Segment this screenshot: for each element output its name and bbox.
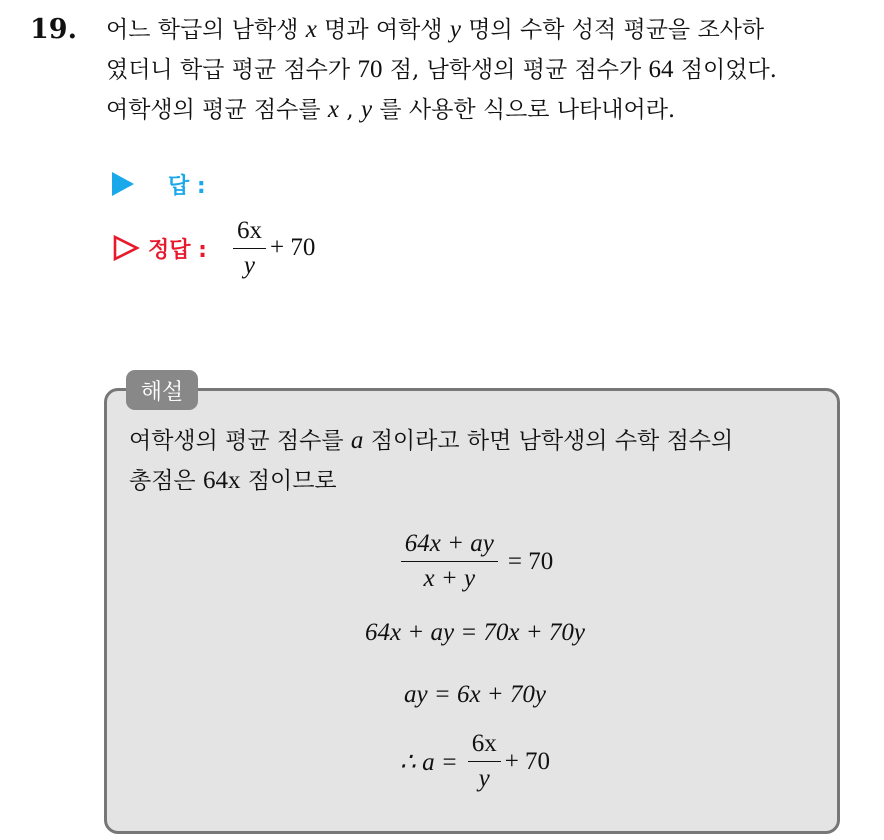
fraction-denominator: y xyxy=(243,251,256,279)
correct-answer-row xyxy=(112,213,315,283)
problem-number: 19. xyxy=(30,14,77,45)
class-average: 70 xyxy=(357,56,383,83)
equation-1-numerator: 64x + ay xyxy=(401,529,498,562)
expression-tail: + 70 xyxy=(269,234,316,261)
var-a: a xyxy=(350,427,364,454)
fraction-numerator: 6x xyxy=(233,216,266,249)
equation-4-numerator: 6x xyxy=(468,729,501,762)
correct-answer-fraction xyxy=(233,216,266,281)
boys-average: 64 xyxy=(648,56,674,83)
correct-answer-label: 정답 : xyxy=(148,237,207,263)
play-triangle-icon xyxy=(112,172,134,196)
outline-triangle-icon xyxy=(112,234,140,262)
solution-box xyxy=(104,388,840,834)
var-x: x xyxy=(305,16,317,43)
equation-1 xyxy=(107,529,843,594)
solution-text xyxy=(129,421,829,501)
equation-4-tail: + 70 xyxy=(504,747,551,775)
correct-answer-expression xyxy=(229,216,315,281)
equation-1-rhs: = 70 xyxy=(507,547,554,575)
var-y: y xyxy=(449,16,461,43)
equation-4-fraction xyxy=(468,729,501,794)
equation-4-prefix: ∴ a = xyxy=(399,748,458,776)
solution-line-2: 총점은 64x 점이므로 xyxy=(129,467,337,494)
equation-4-denominator: y xyxy=(478,765,490,792)
problem-line-3: 여학생의 평균 점수를 x , y 를 사용한 식으로 나타내어라. xyxy=(106,96,676,123)
equation-4 xyxy=(107,729,843,794)
problem-line-2: 였더니 학급 평균 점수가 70 점, 남학생의 평균 점수가 64 점이었다. xyxy=(106,56,777,83)
equation-1-fraction xyxy=(401,529,498,594)
problem-line-1: 어느 학급의 남학생 x 명과 여학생 y 명의 수학 성적 평균을 조사하 xyxy=(106,16,765,43)
problem-text xyxy=(106,10,866,130)
solution-line-1: 여학생의 평균 점수를 a 점이라고 하면 남학생의 수학 점수의 xyxy=(129,427,734,454)
equation-2: 64x + ay = 70x + 70y xyxy=(365,619,585,646)
boys-total: 64x xyxy=(202,467,241,494)
equation-1-denominator: x + y xyxy=(423,565,476,592)
answer-row xyxy=(112,164,206,204)
var-y-2: y xyxy=(360,96,373,123)
var-x-2: x xyxy=(327,96,340,123)
answer-label: 답 : xyxy=(168,173,206,199)
solution-tag: 해설 xyxy=(126,370,198,410)
equation-3: ay = 6x + 70y xyxy=(403,681,547,708)
